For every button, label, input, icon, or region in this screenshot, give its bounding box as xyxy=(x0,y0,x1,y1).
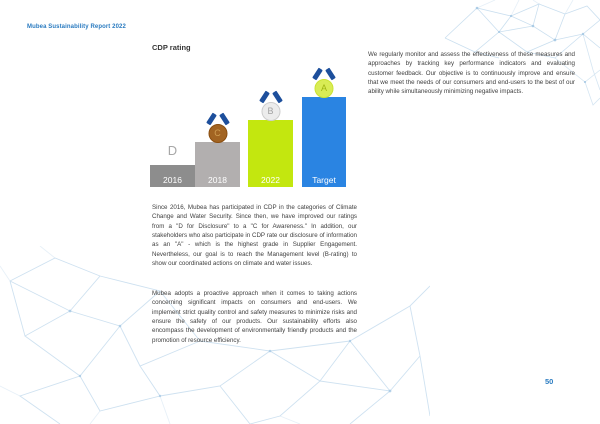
silver-medal-icon xyxy=(254,91,288,121)
left-column-paragraph-2: Mubea adopts a proactive approach when it comes to taking actions concerning significant impacts on consumers and end-users. We implement strict quality control and safety measures to minimize risks and ensure the safety of our products. Our sustainability efforts also encompass the development of environmentally friendly products and the promotion of resource efficiency. xyxy=(152,290,357,344)
bar-target xyxy=(302,83,346,187)
left-column-paragraph-1: Since 2016, Mubea has participated in CDP in the categories of Climate Change and Water Security. Since then, we have improved our ratings from a "D for Disclosure" to a "C for Awareness." In addition, our stakeholders who also participate in CDP rate our disclosure of information as an "A" - which is the highest grade in Supplier Engagement. Nevertheless, our goal is to reach the Management level (B-rating) to show our coordinated actions on climate and water issues. xyxy=(152,204,357,267)
bar-category-label: 2018 xyxy=(208,174,227,185)
right-column-paragraph-1: We regularly monitor and assess the effectiveness of these measures and approaches by tracking key performance indicators and evaluating customer feedback. Our objective is to continuously improve and ensure that we meet the needs of our consumers and end-users to the best of our ability while simultaneously minimizing negative impacts. xyxy=(368,51,575,96)
grade-label-b: B xyxy=(261,102,280,121)
cdp-rating-bar-chart xyxy=(150,83,347,187)
chart-title: CDP rating xyxy=(152,43,191,52)
report-header-title: Mubea Sustainability Report 2022 xyxy=(27,24,126,30)
bar-category-label: 2016 xyxy=(163,174,182,185)
lime-medal-icon xyxy=(307,68,341,98)
page-number: 50 xyxy=(545,377,554,386)
grade-label-c: C xyxy=(208,124,227,143)
bar-2022 xyxy=(248,105,293,188)
grade-label-d: D xyxy=(167,142,178,158)
bar-category-label: 2022 xyxy=(261,174,280,185)
bar-2018 xyxy=(195,128,240,187)
bronze-medal-icon xyxy=(201,113,235,143)
bar-category-label: Target xyxy=(312,174,336,185)
bar-2016 xyxy=(150,142,195,188)
grade-label-a: A xyxy=(315,79,334,98)
